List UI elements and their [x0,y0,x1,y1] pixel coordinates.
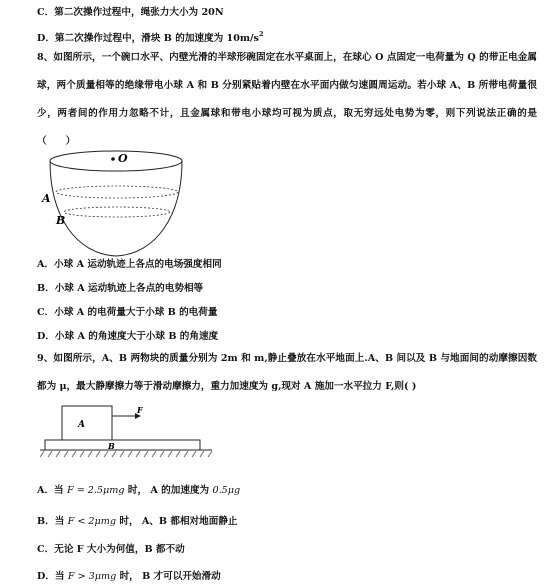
q8-bowl-figure [40,146,190,261]
q8-option-a: A．小球 A 运动轨迹上各点的电场强度相同 [37,259,222,270]
orbit-a [56,186,178,198]
q9-option-b [37,516,238,528]
q7-option-d-text: D．第二次操作过程中，滑块 B 的加速度为 10m/s [37,33,259,44]
q9-option-b-mid: 时， A、B 都相对地面静止 [116,516,238,527]
q8-option-d: D．小球 A 的角速度大于小球 B 的角速度 [37,331,219,342]
bowl-rim [50,151,182,171]
q9-option-d [37,571,221,583]
block-a [62,406,112,440]
q9-option-a [37,485,240,497]
q9-option-a-value: 0.5μg [212,485,241,496]
label-a: A [42,192,51,205]
q9-option-b-condition: F < 2μmg [67,516,117,527]
q9-option-c: C．无论 F 大小为何值，B 都不动 [37,544,185,555]
q9-option-d-prefix: D．当 [37,571,68,582]
bowl-body [50,161,182,256]
label-block-a: A [78,420,85,430]
q7-option-d [37,28,263,45]
q7-option-d-superscript: 2 [258,30,264,38]
q9-option-d-mid: 时， B 才可以开始滑动 [116,571,221,582]
label-o: O [118,152,128,165]
q8-stem: 8、如图所示，一个碗口水平、内壁光滑的半球形碗固定在水平桌面上，在球心 O 点固定一电荷量为 Q 的带正电金属球，两个质量相等的绝缘带电小球 A 和 B 分别紧贴着内壁在水平面内做匀速圆周运动。若小球 A、B 所带电荷量很少，两者间的作用力忽略不计，且金属球和带电小球均可视为质点，取无穷远处电势为零，则下列说法正确的是（ ） [37,52,537,147]
center-point-o [111,157,115,161]
q8-option-c: C．小球 A 的电荷量大于小球 B 的电荷量 [37,307,218,318]
q9-option-d-condition: F > 3μmg [67,571,117,582]
label-force-f: F [137,405,143,415]
block-b [45,440,200,450]
q9-option-a-prefix: A．当 [37,485,67,496]
label-b: B [56,214,66,227]
q9-option-a-condition: F = 2.5μmg [66,485,125,496]
q7-option-c: C．第二次操作过程中，绳张力大小为 20N [37,7,224,18]
ground-hatching [40,451,212,457]
q8-option-b: B．小球 A 运动轨迹上各点的电势相等 [37,283,204,294]
q9-option-a-mid: 时， A 的加速度为 [124,485,213,496]
orbit-b [64,207,170,217]
label-block-b: B [108,441,115,451]
q9-option-b-prefix: B．当 [37,516,68,527]
q9-stem: 9、如图所示，A、B 两物块的质量分别为 2m 和 m,静止叠放在水平地面上.A、B 间以及 B 与地面间的动摩擦因数都为 μ，最大静摩擦力等于滑动摩擦力，重力加速度为 g,现对 A 施加一水平拉力 F,则( ) [37,353,537,392]
q9-blocks-figure [40,402,215,464]
